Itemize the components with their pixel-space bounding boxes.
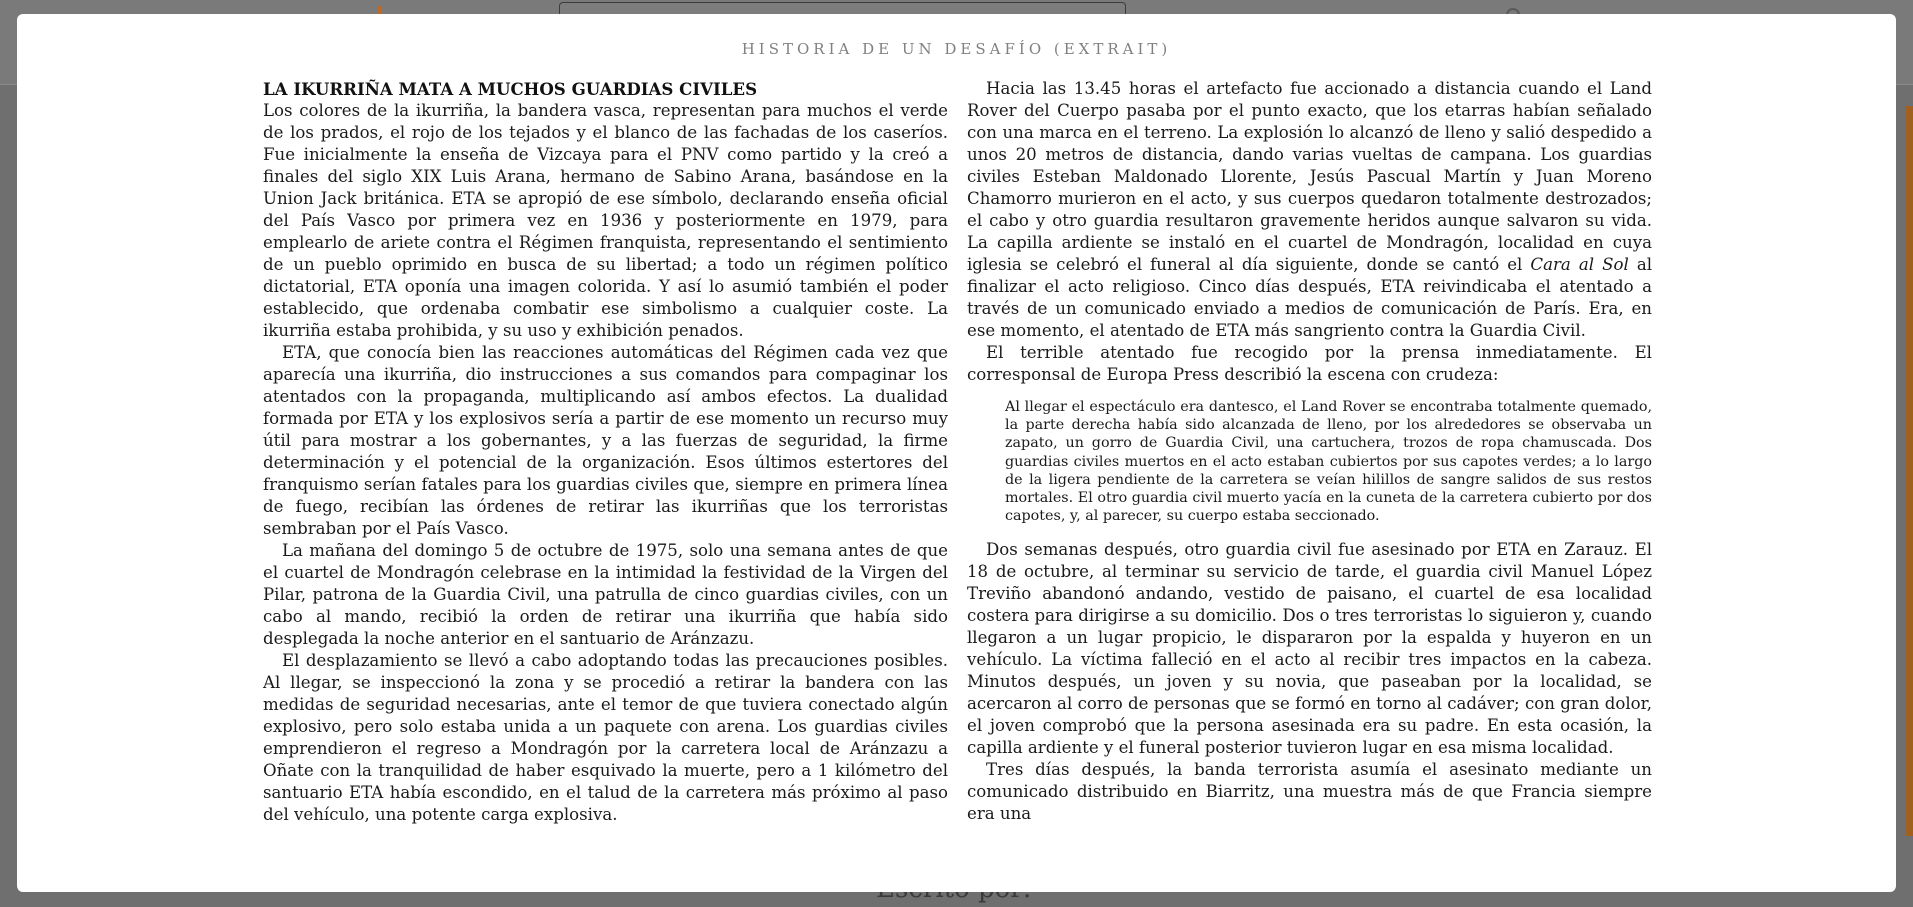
paragraph-text: Luis Arana, hermano de Sabino Arana, basándose en la Union Jack británica. ETA se apropió de ese símbolo, declarando enseña oficial del País Vasco por primera vez en 1936 y posteriormente en 1979, para emplearlo de ariete contra el Régimen franquista, representando el sentimiento de un pueblo oprimido en busca de su libertad; a todo un régimen político dictatorial, ETA oponía una imagen colorida. Y así lo asumió también el poder establecido, que ordenaba combatir ese simbolismo a cualquier coste. La ikurriña estaba prohibida, y su uso y exhibición penados. [263, 167, 948, 340]
backdrop-scrollbar [1906, 106, 1913, 836]
paragraph: La mañana del domingo 5 de octubre de 1975, solo una semana antes de que el cuartel de Mondragón celebrase en la intimidad la festividad de la Virgen del Pilar, patrona de la Guardia Civil, una patrulla de cinco guardias civiles, con un cabo al mando, recibió la orden de retirar una ikurriña que había sido desplegada la noche anterior en el santuario de Aránzazu. [263, 541, 948, 648]
century-numeral: XIX [411, 167, 442, 186]
chapter-heading: LA IKURRIÑA MATA A MUCHOS GUARDIAS CIVILES [263, 79, 758, 99]
paragraph: El desplazamiento se llevó a cabo adoptando todas las precauciones posibles. Al llegar, se inspeccionó la zona y se procedió a retirar la bandera con las medidas de seguridad necesarias, ante el temor de que tuviera conectado algún explosivo, pero solo estaba unida a un paquete con arena. Los guardias civiles emprendieron el regreso a Mondragón por la carretera local de Aránzazu a Oñate con la tranquilidad de haber esquivado la muerte, pero a 1 kilómetro del santuario ETA había escondido, en el talud de la carretera más próximo al paso del vehículo, una potente carga explosiva. [263, 651, 948, 824]
paragraph: El terrible atentado fue recogido por la prensa inmediatamente. El corresponsal de Europa Press describió la escena con crudeza: [967, 343, 1652, 384]
paragraph [967, 78, 1652, 342]
paragraph [263, 100, 948, 342]
paragraph: Tres días después, la banda terrorista asumía el asesinato mediante un comunicado distribuido en Biarritz, una muestra más de que Francia siempre era una [967, 760, 1652, 824]
book-excerpt-modal[interactable] [17, 14, 1896, 892]
paragraph-text: Los colores de la ikurriña, la bandera vasca, representan para muchos el verde de los prados, el rojo de los tejados y el blanco de las fachadas de los caseríos. Fue inicialmente la enseña de Vizcaya para el PNV como partido y la creó a finales del siglo [263, 101, 948, 186]
paragraph-text: al finalizar el acto religioso. Cinco días después, ETA reivindicaba el atentado a través de un comunicado enviado a medios de comunicación de París. Era, en ese momento, el atentado de ETA más sangriento contra la Guardia Civil. [967, 255, 1652, 340]
excerpt-left-column [263, 78, 948, 878]
excerpt-right-column [967, 78, 1652, 878]
paragraph-text: Hacia las 13.45 horas el artefacto fue accionado a distancia cuando el Land Rover del Cuerpo pasaba por el punto exacto, que los etarras habían señalado con una marca en el terreno. La explosión lo alcanzó de lleno y salió despedido a unos 20 metros de distancia, dando varias vueltas de campana. Los guardias civiles Esteban Maldonado Llorente, Jesús Pascual Martín y Juan Moreno Chamorro murieron en el acto, y sus cuerpos quedaron totalmente destrozados; el cabo y otro guardia resultaron gravemente heridos aunque salvaron su vida. La capilla ardiente se instaló en el cuartel de Mondragón, localidad en cuya iglesia se celebró el funeral al día siguiente, donde se cantó el [967, 79, 1652, 274]
paragraph: ETA, que conocía bien las reacciones automáticas del Régimen cada vez que aparecía una ikurriña, dio instrucciones a sus comandos para compaginar los atentados con la propaganda, multiplicando así ambos efectos. La dualidad formada por ETA y los explosivos sería a partir de ese momento un recurso muy útil para mostrar a los gobernantes, y a las fuerzas de seguridad, la firme determinación y el potencial de la organización. Esos últimos estertores del franquismo serían fatales para los guardias civiles que, siempre en primera línea de fuego, recibían las órdenes de retirar las ikurriñas que los terroristas sembraban por el País Vasco. [263, 343, 948, 538]
paragraph: Dos semanas después, otro guardia civil fue asesinado por ETA en Zarauz. El 18 de octubre, al terminar su servicio de tarde, el guardia civil Manuel López Treviño abandonó andando, vestido de paisano, el cuartel de esa localidad costera para dirigirse a su domicilio. Dos o tres terroristas lo siguieron y, cuando llegaron a un lugar propicio, le dispararon por la espalda y huyeron en un vehículo. La víctima falleció en el acto al recibir tres impactos en la cabeza. Minutos después, un joven y su novia, que paseaban por la localidad, se acercaron al corro de personas que se formó en torno al cadáver; con gran dolor, el joven comprobó que la persona asesinada era su padre. En esta ocasión, la capilla ardiente y el funeral posterior tuvieron lugar en esa misma localidad. [967, 540, 1652, 758]
modal-title: HISTORIA DE UN DESAFÍO (EXTRAIT) [741, 40, 1172, 58]
block-quote: Al llegar el espectáculo era dantesco, el Land Rover se encontraba totalmente quemado, la parte derecha había sido alcanzada de lleno, por los alrededores se observaba un zapato, un gorro de Guardia Civil, una cartuchera, trozos de ropa chamuscada. Dos guardias civiles muertos en el acto estaban cubiertos por sus capotes verdes; a lo largo de la ligera pendiente de la carretera se veían hilillos de sangre salidos de sus restos mortales. El otro guardia civil muerto yacía en la cuneta de la carretera cubierto por dos capotes, y, al parecer, su cuerpo estaba seccionado. [1005, 399, 1652, 525]
song-title: Cara al Sol [1530, 255, 1629, 274]
